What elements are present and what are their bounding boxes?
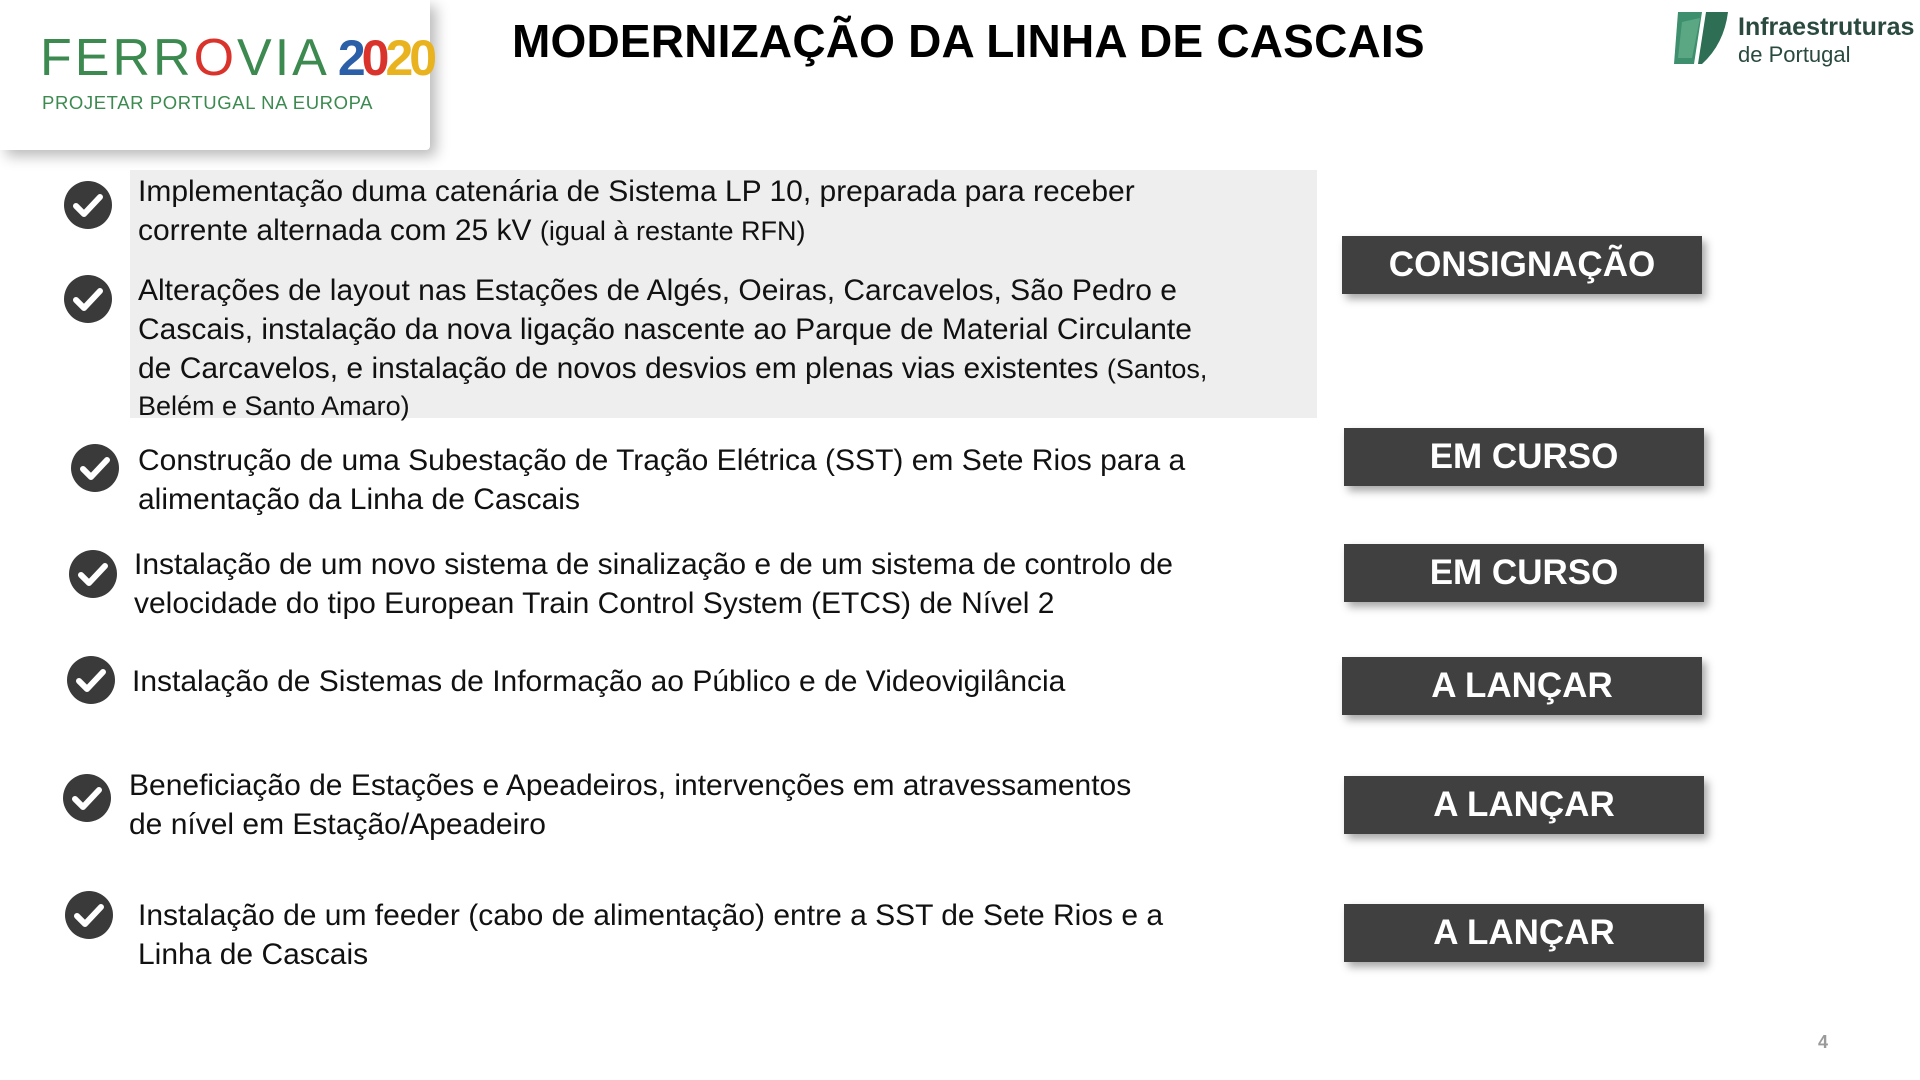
status-badge: A LANÇAR <box>1344 776 1704 834</box>
check-circle-icon <box>68 549 118 599</box>
check-circle-icon <box>70 443 120 493</box>
list-item: Alterações de layout nas Estações de Algés, Oeiras, Carcavelos, São Pedro e Cascais, instalação da nova ligação nascente ao Parque de Material Circulante de Carcavelos, e instalação de novos desvios em plenas vias existentes (Santos, Belém e Santo Amaro) <box>138 274 1208 421</box>
ferrovia-wordmark: FERROVIA 2020 <box>40 29 434 87</box>
list-item: Instalação de um novo sistema de sinalização e de um sistema de controlo de velocidade do tipo European Train Control System (ETCS) de Nível 2 <box>134 548 1173 620</box>
ferrovia-2020-logo <box>0 0 434 150</box>
infraestruturas-de-portugal-logo <box>1672 8 1915 70</box>
ferrovia-tagline: PROJETAR PORTUGAL NA EUROPA <box>42 92 374 113</box>
list-item: Instalação de um feeder (cabo de alimentação) entre a SST de Sete Rios e a Linha de Cascais <box>138 899 1164 971</box>
status-badge: EM CURSO <box>1344 428 1704 486</box>
list-item: Implementação duma catenária de Sistema LP 10, preparada para receber corrente alternada com 25 kV (igual à restante RFN) <box>138 175 1135 247</box>
check-circle-icon <box>62 773 112 823</box>
check-circle-icon <box>64 890 114 940</box>
list-item: Construção de uma Subestação de Tração Elétrica (SST) em Sete Rios para a alimentação da Linha de Cascais <box>138 444 1186 516</box>
page-number: 4 <box>1818 1032 1829 1052</box>
check-circle-icon <box>63 274 113 324</box>
ip-leaf-icon <box>1672 8 1732 66</box>
list-item: Instalação de Sistemas de Informação ao Público e de Videovigilância <box>132 665 1066 698</box>
status-badge: CONSIGNAÇÃO <box>1342 236 1702 294</box>
ip-logo-line1: Infraestruturas <box>1738 13 1915 41</box>
check-circle-icon <box>66 655 116 705</box>
status-badge: A LANÇAR <box>1342 657 1702 715</box>
page-title: MODERNIZAÇÃO DA LINHA DE CASCAIS <box>512 15 1425 67</box>
status-badge: EM CURSO <box>1344 544 1704 602</box>
list-item: Beneficiação de Estações e Apeadeiros, intervenções em atravessamentos de nível em Estação/Apeadeiro <box>129 769 1132 841</box>
check-circle-icon <box>63 180 113 230</box>
ip-logo-line2: de Portugal <box>1738 42 1851 67</box>
status-badge: A LANÇAR <box>1344 904 1704 962</box>
